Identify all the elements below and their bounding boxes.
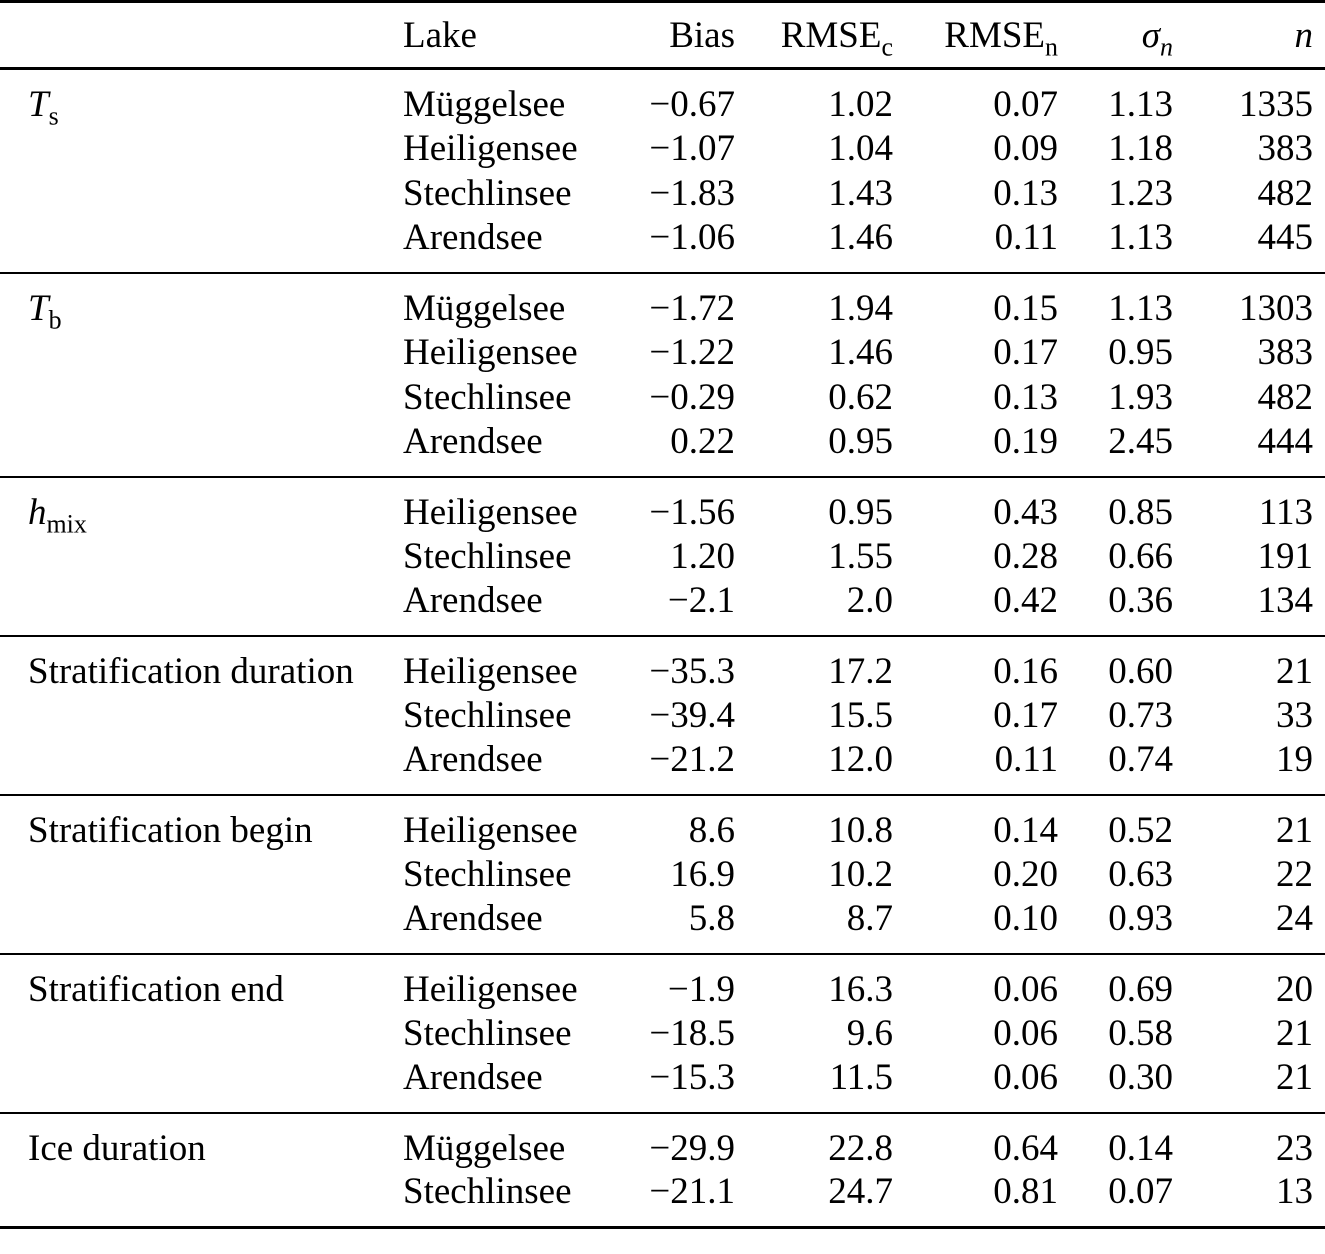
table-row [0, 636, 1325, 693]
cell-bias: −35.3 [649, 651, 735, 692]
cell-n: 482 [1257, 377, 1313, 418]
cell-rmse-n: 0.43 [993, 492, 1058, 533]
cell-rmse-n: 0.20 [993, 854, 1058, 895]
cell-n: 33 [1276, 695, 1313, 736]
cell-rmse-c: 1.04 [828, 128, 893, 169]
cell-n: 444 [1257, 421, 1313, 462]
cell-sigma-n: 0.93 [1108, 898, 1173, 939]
cell-rmse-n: 0.11 [994, 739, 1058, 780]
cell-rmse-c: 1.55 [828, 536, 893, 577]
cell-lake: Arendsee [403, 1057, 543, 1098]
cell-sigma-n: 1.13 [1108, 288, 1173, 329]
cell-sigma-n: 0.73 [1108, 695, 1173, 736]
cell-sigma-n: 0.66 [1108, 536, 1173, 577]
cell-sigma-n: 1.13 [1108, 217, 1173, 258]
cell-bias: −1.07 [649, 128, 735, 169]
cell-rmse-n: 0.42 [993, 580, 1058, 621]
cell-lake: Stechlinsee [403, 1013, 572, 1054]
table-row [0, 579, 1325, 636]
cell-rmse-n: 0.06 [993, 1013, 1058, 1054]
cell-lake: Heiligensee [403, 969, 578, 1010]
cell-sigma-n: 0.63 [1108, 854, 1173, 895]
cell-rmse-c: 0.62 [828, 377, 893, 418]
cell-rmse-c: 12.0 [828, 739, 893, 780]
table-row [0, 1113, 1325, 1170]
table-row [0, 954, 1325, 1011]
cell-bias: −15.3 [649, 1057, 735, 1098]
table-row [0, 897, 1325, 954]
cell-n: 21 [1276, 810, 1313, 851]
cell-rmse-c: 0.95 [828, 492, 893, 533]
cell-lake: Stechlinsee [403, 536, 572, 577]
cell-n: 383 [1257, 128, 1313, 169]
cell-sigma-n: 0.30 [1108, 1057, 1173, 1098]
cell-rmse-c: 10.8 [828, 810, 893, 851]
cell-bias: −21.1 [649, 1171, 735, 1212]
cell-lake: Müggelsee [403, 1128, 566, 1169]
cell-rmse-n: 0.13 [993, 173, 1058, 214]
cell-sigma-n: 0.60 [1108, 651, 1173, 692]
cell-n: 21 [1276, 1013, 1313, 1054]
cell-lake: Arendsee [403, 217, 543, 258]
cell-rmse-n: 0.64 [993, 1128, 1058, 1169]
cell-lake: Heiligensee [403, 810, 578, 851]
cell-n: 445 [1257, 217, 1313, 258]
cell-lake: Stechlinsee [403, 377, 572, 418]
cell-sigma-n: 0.74 [1108, 739, 1173, 780]
cell-rmse-n: 0.13 [993, 377, 1058, 418]
cell-bias: −1.22 [649, 332, 735, 373]
cell-n: 22 [1276, 854, 1313, 895]
cell-rmse-c: 8.7 [846, 898, 893, 939]
cell-bias: −29.9 [649, 1128, 735, 1169]
cell-sigma-n: 0.07 [1108, 1171, 1173, 1212]
section-tb [0, 273, 1325, 477]
cell-rmse-n: 0.17 [993, 695, 1058, 736]
cell-lake: Arendsee [403, 580, 543, 621]
cell-n: 21 [1276, 651, 1313, 692]
cell-lake: Arendsee [403, 421, 543, 462]
cell-sigma-n: 0.58 [1108, 1013, 1173, 1054]
table-row [0, 375, 1325, 420]
section-hmix [0, 477, 1325, 636]
section-stratification-duration [0, 636, 1325, 795]
col-header-rmse-c: $RMSE_c$ [780, 14, 893, 61]
col-header-sigma-n: $\sigma_n$ [1141, 14, 1173, 61]
col-header-n: n [1294, 14, 1313, 56]
table-row [0, 330, 1325, 375]
cell-rmse-c: 16.3 [828, 969, 893, 1010]
cell-bias: −0.67 [649, 84, 735, 125]
col-header-rmse-n: $RMSE_n$ [944, 14, 1058, 61]
cell-n: 21 [1276, 1057, 1313, 1098]
cell-bias: −18.5 [649, 1013, 735, 1054]
cell-lake: Müggelsee [403, 84, 566, 125]
cell-rmse-n: 0.07 [993, 84, 1058, 125]
col-header-variable [0, 2, 395, 69]
cell-rmse-n: 0.14 [993, 810, 1058, 851]
section-stratification-end [0, 954, 1325, 1113]
cell-lake: Heiligensee [403, 332, 578, 373]
cell-rmse-c: 1.46 [828, 217, 893, 258]
cell-n: 23 [1276, 1128, 1313, 1169]
cell-sigma-n: 0.69 [1108, 969, 1173, 1010]
cell-sigma-n: 0.95 [1108, 332, 1173, 373]
cell-rmse-c: 17.2 [828, 651, 893, 692]
cell-rmse-n: 0.06 [993, 1057, 1058, 1098]
cell-lake: Stechlinsee [403, 695, 572, 736]
cell-bias: −1.9 [667, 969, 735, 1010]
cell-bias: −1.72 [649, 288, 735, 329]
table-row [0, 795, 1325, 852]
cell-bias: 1.20 [670, 536, 735, 577]
cell-lake: Müggelsee [403, 288, 566, 329]
cell-lake: Stechlinsee [403, 854, 572, 895]
cell-rmse-c: 1.94 [828, 288, 893, 329]
section-stratification-begin [0, 795, 1325, 954]
cell-n: 20 [1276, 969, 1313, 1010]
table-row [0, 477, 1325, 534]
cell-bias: 16.9 [670, 854, 735, 895]
cell-sigma-n: 1.93 [1108, 377, 1173, 418]
cell-rmse-n: 0.15 [993, 288, 1058, 329]
row-group-label: Ice duration [28, 1128, 206, 1169]
table-row [0, 1056, 1325, 1113]
cell-rmse-c: 11.5 [829, 1057, 893, 1098]
cell-bias: −21.2 [649, 739, 735, 780]
cell-rmse-c: 1.43 [828, 173, 893, 214]
table-row [0, 738, 1325, 795]
cell-rmse-n: 0.10 [993, 898, 1058, 939]
table-row [0, 171, 1325, 216]
cell-n: 1335 [1239, 84, 1313, 125]
header-row [0, 2, 1325, 69]
cell-rmse-n: 0.28 [993, 536, 1058, 577]
cell-sigma-n: 0.14 [1108, 1128, 1173, 1169]
cell-n: 482 [1257, 173, 1313, 214]
cell-rmse-c: 24.7 [828, 1171, 893, 1212]
row-group-label: $T_b$ [28, 288, 62, 330]
cell-rmse-c: 15.5 [828, 695, 893, 736]
cell-rmse-c: 1.02 [828, 84, 893, 125]
cell-n: 191 [1257, 536, 1313, 577]
cell-sigma-n: 1.13 [1108, 84, 1173, 125]
cell-lake: Stechlinsee [403, 1171, 572, 1212]
cell-bias: 0.22 [670, 421, 735, 462]
row-group-label: $h_{mix}$ [28, 492, 87, 534]
cell-sigma-n: 1.23 [1108, 173, 1173, 214]
cell-rmse-n: 0.06 [993, 969, 1058, 1010]
cell-rmse-c: 9.6 [846, 1013, 893, 1054]
table-row [0, 1011, 1325, 1056]
col-header-bias: Bias [669, 14, 735, 56]
cell-n: 1303 [1239, 288, 1313, 329]
cell-lake: Heiligensee [403, 492, 578, 533]
cell-rmse-n: 0.11 [994, 217, 1058, 258]
cell-n: 24 [1276, 898, 1313, 939]
table-header [0, 2, 1325, 69]
cell-rmse-n: 0.09 [993, 128, 1058, 169]
cell-bias: 8.6 [688, 810, 735, 851]
cell-bias: 5.8 [688, 898, 735, 939]
cell-lake: Heiligensee [403, 651, 578, 692]
cell-n: 13 [1276, 1171, 1313, 1212]
cell-n: 113 [1258, 492, 1313, 533]
table-row [0, 216, 1325, 273]
cell-rmse-c: 1.46 [828, 332, 893, 373]
cell-rmse-n: 0.19 [993, 421, 1058, 462]
cell-lake: Arendsee [403, 739, 543, 780]
cell-lake: Arendsee [403, 898, 543, 939]
section-ts [0, 69, 1325, 274]
cell-bias: −1.83 [649, 173, 735, 214]
table-row [0, 534, 1325, 579]
row-group-label: Stratification end [28, 969, 284, 1010]
cell-rmse-c: 0.95 [828, 421, 893, 462]
cell-n: 383 [1257, 332, 1313, 373]
cell-sigma-n: 1.18 [1108, 128, 1173, 169]
cell-rmse-n: 0.81 [993, 1171, 1058, 1212]
col-header-lake: Lake [403, 14, 477, 56]
cell-rmse-c: 2.0 [846, 580, 893, 621]
table-row [0, 69, 1325, 127]
cell-bias: −1.06 [649, 217, 735, 258]
cell-bias: −0.29 [649, 377, 735, 418]
cell-rmse-c: 10.2 [828, 854, 893, 895]
cell-sigma-n: 2.45 [1108, 421, 1173, 462]
cell-sigma-n: 0.85 [1108, 492, 1173, 533]
table-row [0, 273, 1325, 330]
table-row [0, 420, 1325, 477]
cell-bias: −2.1 [667, 580, 735, 621]
cell-n: 134 [1257, 580, 1313, 621]
cell-rmse-n: 0.16 [993, 651, 1058, 692]
row-group-label: $T_s$ [28, 84, 59, 126]
cell-bias: −39.4 [649, 695, 735, 736]
cell-lake: Stechlinsee [403, 173, 572, 214]
table-row [0, 693, 1325, 738]
section-ice-duration [0, 1113, 1325, 1228]
table-row [0, 852, 1325, 897]
row-group-label: Stratification begin [28, 810, 313, 851]
cell-bias: −1.56 [649, 492, 735, 533]
row-group-label: Stratification duration [28, 651, 354, 692]
cell-rmse-c: 22.8 [828, 1128, 893, 1169]
table-row [0, 1170, 1325, 1228]
table-row [0, 126, 1325, 171]
cell-sigma-n: 0.52 [1108, 810, 1173, 851]
cell-lake: Heiligensee [403, 128, 578, 169]
cell-rmse-n: 0.17 [993, 332, 1058, 373]
cell-sigma-n: 0.36 [1108, 580, 1173, 621]
cell-n: 19 [1276, 739, 1313, 780]
